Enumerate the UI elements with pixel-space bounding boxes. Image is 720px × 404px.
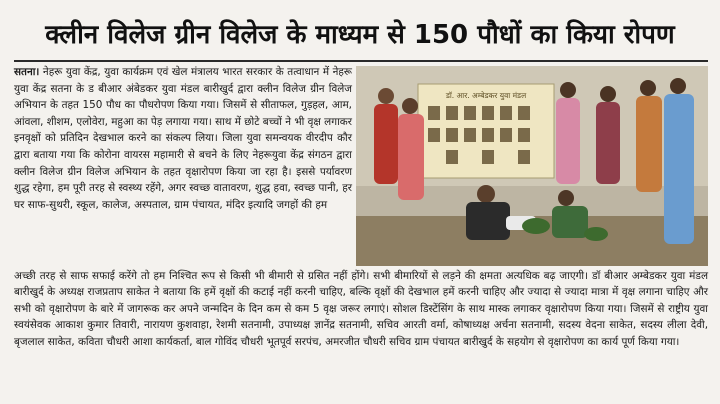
headline-rule [14, 60, 708, 62]
banner-text: डॉ. आर. अम्बेडकर युवा मंडल [445, 91, 527, 100]
photo-illustration [356, 66, 708, 266]
column-paragraph: नेहरू युवा केंद्र, युवा कार्यक्रम एवं खेल मंत्रालय भारत सरकार के तत्वाधान में नेहरू युवा केंद्र सतना के ड बीआर अंबेडकर युवा मंडल बारीखुर्द द्वारा क्लीन विलेज ग्रीन विलेज अभियान के तहत 150 पौध का पौधरोपण किया गया। जिसमें से सीताफल, गुड़हल, आम, आंवला, शीशम, एलोवेरा, महुआ का पेड़ लगाया गया। साथ में छोटे बच्चों ने भी वृक्ष लगाकर इनवृक्षों को प्रतिदिन देखभाल करने का संकल्प लिया। जिला युवा समन्वयक वीरदीप कौर द्वारा बताया गया कि कोरोना वायरस महामारी से बचने के लिए नेहरूयुवा केंद्र संगठन द्वारा क्लीन विलेज ग्रीन विलेज अभियान के तहत वृक्षारोपण किया जा रहा है। इससे पर्यावरण शुद्ध रहेगा, हम पूरी तरह से स्वस्थ्य रहेंगे, अगर स्वच्छ वातावरण, शुद्ध हवा, स्वच्छ पानी, हर घर साफ-सुथरी, स्कूल, कालेज, अस्पताल, ग्राम पंचायत, मंदिर इत्यादि जगहों की हम [14, 66, 352, 211]
headline: क्लीन विलेज ग्रीन विलेज के माध्यम से 150 पौधों का किया रोपण [45, 20, 675, 50]
dateline: सतना। [14, 66, 40, 78]
article-column-text [14, 64, 352, 213]
news-photo [356, 66, 708, 266]
article-full-width-text: अच्छी तरह से साफ सफाई करेंगे तो हम निश्चित रूप से किसी भी बीमारी से ग्रसित नहीं होंगे। सभी बीमारियों से लड़ने की क्षमता अत्यधिक बढ़ जाएगी। डॉ बीआर अम्बेडकर युवा मंडल बारीखुर्द के अध्यक्ष राजप्रताप साकेत ने बताया कि हमें वृक्षों की कटाई नहीं करनी चाहिए, बल्कि वृक्षों की देखभाल हमें करनी चाहिए और ज्यादा से ज्यादा मात्रा में वृक्ष लगाना चाहिए और सभी को वृक्षारोपण के बारे में जागरूक कर अपने जन्मदिन के दिन कम से कम 5 वृक्ष जरूर लगाएं। सोशल डिस्टेंसिंग के साथ मास्क लगाकर वृक्षारोपण किया गया। जिसमें से राष्ट्रीय युवा स्वयंसेवक आकाश कुमार तिवारी, नारायण कुशवाहा, रेशमी सतनामी, उपाध्यक्ष ज्ञानेंद्र सतनामी, सचिव आरती वर्मा, कोषाध्यक्ष अर्चना सतनामी, सदस्य वेदना साकेत, सदस्य लीला देवी, बृजलाल साकेत, कविता चौधरी आशा कार्यकर्ता, बाल गोविंद चौधरी भूतपूर्व सरपंच, अमरजीत चौधरी सचिव ग्राम पंचायत बारीखुर्द के सहयोग से वृक्षारोपण का कार्य पूर्ण किया गया। [14, 270, 708, 348]
